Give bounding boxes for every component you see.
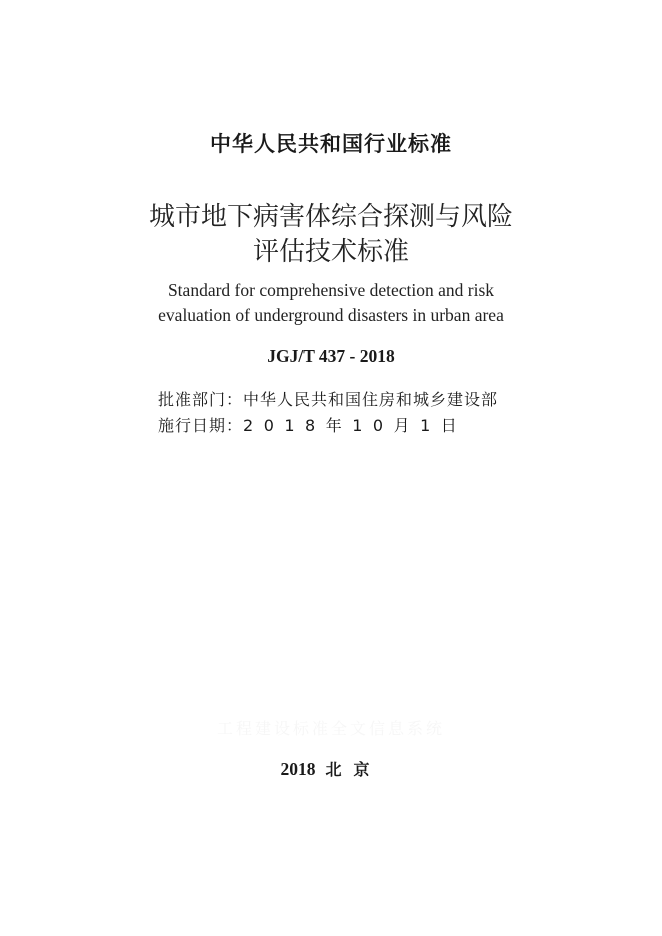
standard-category-heading: 中华人民共和国行业标准 — [210, 132, 452, 156]
effective-date-row — [158, 413, 498, 439]
publication-info — [158, 387, 498, 439]
approval-row — [158, 387, 498, 413]
faint-watermark: 工程建设标准全文信息系统 — [216, 719, 445, 738]
effective-date-label: 施行日期： — [158, 416, 244, 435]
effective-date-value: 2018年10月1日 — [243, 416, 468, 435]
standard-code: JGJ/T 437 - 2018 — [267, 346, 395, 366]
approval-value: 中华人民共和国住房和城乡建设部 — [243, 390, 499, 409]
chinese-title-line-2: 评估技术标准 — [252, 237, 409, 267]
publication-year: 2018 — [280, 759, 316, 779]
chinese-title-line-1: 城市地下病害体综合探测与风险 — [148, 202, 513, 232]
english-title-line-2: evaluation of underground disasters in urban area — [158, 305, 504, 325]
approval-label: 批准部门： — [158, 390, 244, 409]
english-title-line-1: Standard for comprehensive detection and risk — [167, 280, 495, 300]
publication-city: 北京 — [325, 760, 382, 779]
publication-footer — [0, 757, 662, 780]
